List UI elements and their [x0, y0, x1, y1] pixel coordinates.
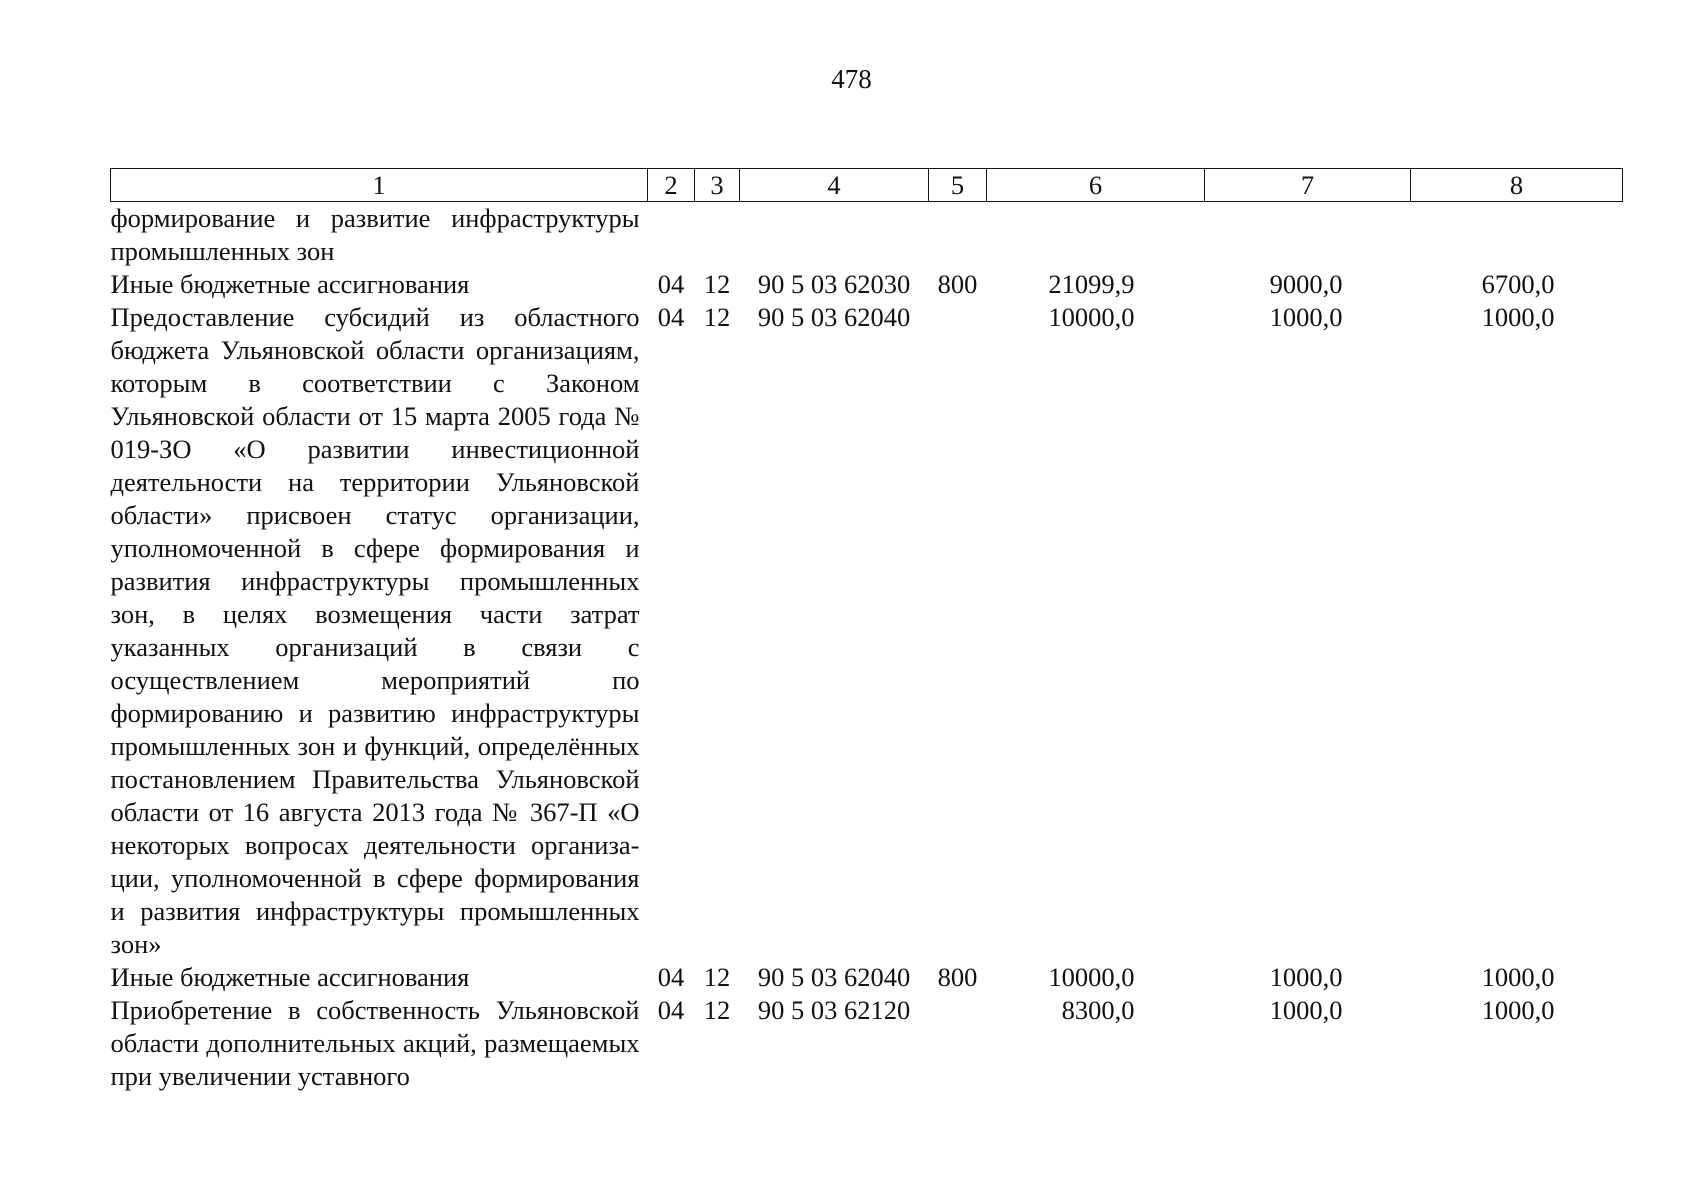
- header-col-5: 5: [929, 169, 987, 202]
- row-amount-col7: 1000,0: [1269, 962, 1343, 992]
- row-amount-col7: 1000,0: [1269, 995, 1343, 1025]
- row-amount-col6: 10000,0: [1048, 302, 1135, 332]
- row-expense-type: [929, 202, 987, 269]
- row-subsection: [695, 202, 740, 269]
- header-row: [111, 169, 1623, 202]
- row-amount-col8: 1000,0: [1481, 995, 1555, 1025]
- row-amount-col6: 8300,0: [1061, 995, 1135, 1025]
- row-subsection: 12: [703, 995, 731, 1025]
- row-section: 04: [657, 269, 685, 299]
- table-row: [111, 301, 1623, 961]
- row-amount-col8: [1411, 202, 1623, 269]
- row-amount-col6: 21099,9: [1048, 269, 1135, 299]
- header-col-2: 2: [648, 169, 695, 202]
- row-description: Иные бюджетные ассигнования: [110, 269, 470, 299]
- row-description: формирование и развитие инфраструктуры промышленных зон: [110, 203, 640, 266]
- row-target-code: 90 5 03 62030: [757, 269, 911, 299]
- row-target-code: 90 5 03 62040: [757, 962, 911, 992]
- table-row: [111, 202, 1623, 269]
- row-section: 04: [657, 962, 685, 992]
- row-amount-col7: [1205, 202, 1411, 269]
- row-amount-col8: 1000,0: [1481, 302, 1555, 332]
- row-amount-col8: 1000,0: [1481, 962, 1555, 992]
- row-section: 04: [657, 302, 685, 332]
- table-row: [111, 268, 1623, 301]
- row-expense-type: [929, 994, 987, 1093]
- budget-table: [110, 168, 1623, 1093]
- row-subsection: 12: [703, 302, 731, 332]
- row-subsection: 12: [703, 269, 731, 299]
- row-amount-col6: 10000,0: [1048, 962, 1135, 992]
- row-section: [648, 202, 695, 269]
- row-target-code: 90 5 03 62040: [757, 302, 911, 332]
- header-col-7: 7: [1205, 169, 1411, 202]
- row-expense-type: 800: [937, 962, 978, 992]
- header-col-1: 1: [111, 169, 648, 202]
- page-number: 478: [831, 64, 872, 94]
- row-amount-col8: 6700,0: [1481, 269, 1555, 299]
- table-body: [111, 202, 1623, 1094]
- row-expense-type: [929, 301, 987, 961]
- table-row: [111, 994, 1623, 1093]
- table-header: [111, 169, 1623, 202]
- row-amount-col6: [987, 202, 1205, 269]
- row-section: 04: [657, 995, 685, 1025]
- row-expense-type: 800: [937, 269, 978, 299]
- table-row: [111, 961, 1623, 994]
- header-col-8: 8: [1411, 169, 1623, 202]
- row-description: Предоставление субсидий из областного бюджета Ульяновской области организациям, которым в соответствии с Законом Ульяновской области от 15 марта 2005 года № 019-ЗО «О развитии инвестиционной деятельности на территории Ульяновской области» присвоен статус организации, уполномоченной в сфере формирования и развития инфраструктуры промышленных зон, в целях возмещения части затрат указанных организаций в связи с осуществлением мероприятий по формированию и развитию инфраструктуры промышленных зон и функций, определённых постановлением Правительства Ульяновской области от 16 августа 2013 года № 367-П «О некоторых вопросах деятельности организации, уполномоченной в сфере формирования и развития инфраструктуры промышленных зон»: [110, 302, 640, 959]
- header-col-4: 4: [740, 169, 929, 202]
- row-target-code: 90 5 03 62120: [757, 995, 911, 1025]
- row-subsection: 12: [703, 962, 731, 992]
- header-col-6: 6: [987, 169, 1205, 202]
- row-description: Приобретение в собственность Ульяновской области дополнительных акций, размещаемых при увеличении уставного: [110, 995, 640, 1091]
- header-col-3: 3: [695, 169, 740, 202]
- row-amount-col7: 9000,0: [1269, 269, 1343, 299]
- row-target-code: [740, 202, 929, 269]
- row-description: Иные бюджетные ассигнования: [110, 962, 470, 992]
- row-amount-col7: 1000,0: [1269, 302, 1343, 332]
